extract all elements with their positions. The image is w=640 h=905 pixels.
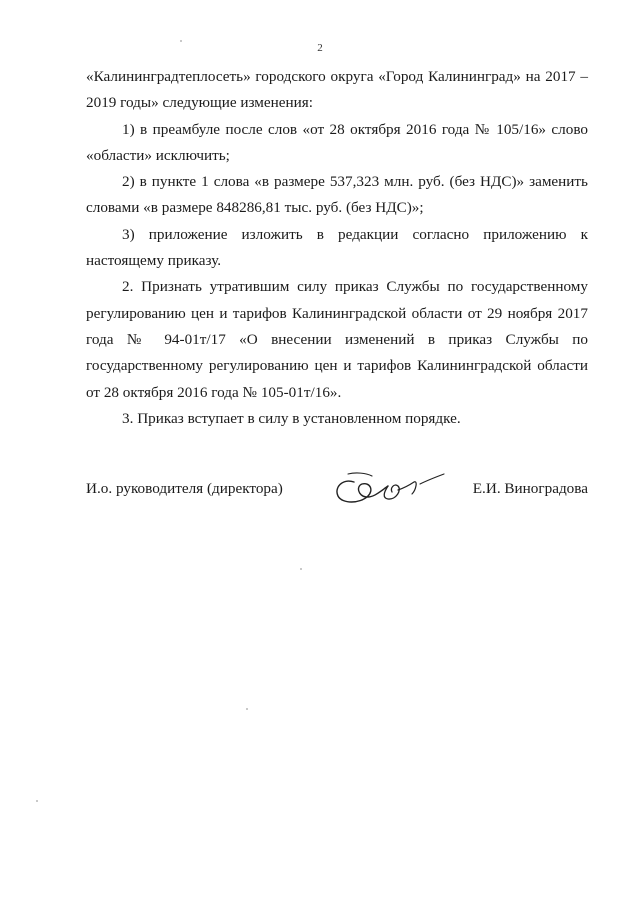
page-number: 2	[317, 42, 323, 54]
paragraph-item-2: 2) в пункте 1 слова «в размере 537,323 млн. руб. (без НДС)» заменить словами «в размере 848286,81 тыс. руб. (без НДС)»;	[86, 173, 588, 217]
scan-speck	[36, 800, 38, 802]
scan-speck	[300, 568, 302, 570]
signatory-name: Е.И. Виноградова	[472, 480, 588, 497]
document-body	[86, 64, 588, 432]
paragraph-continuation: «Калининградтеплосеть» городского округа «Город Калининград» на 2017 – 2019 годы» следующие изменения:	[86, 68, 588, 112]
handwritten-signature-icon	[332, 468, 452, 510]
paragraph-point-2: 2. Признать утратившим силу приказ Службы по государственному регулированию цен и тарифов Калининградской области от 29 ноября 2017 года № 94-01т/17 «О внесении изменений в приказ Службы по государственному регулированию цен и тарифов Калининградской области от 28 октября 2016 года № 105-01т/16».	[86, 278, 588, 401]
signatory-title: И.о. руководителя (директора)	[86, 480, 283, 497]
signature-block	[86, 468, 588, 518]
scan-speck	[246, 708, 248, 710]
paragraph-point-3: 3. Приказ вступает в силу в установленном порядке.	[122, 409, 461, 427]
scan-speck	[180, 40, 182, 42]
paragraph-item-3: 3) приложение изложить в редакции согласно приложению к настоящему приказу.	[86, 225, 588, 270]
paragraph-item-1: 1) в преамбуле после слов «от 28 октября 2016 года № 105/16» слово «области» исключить;	[86, 120, 588, 164]
